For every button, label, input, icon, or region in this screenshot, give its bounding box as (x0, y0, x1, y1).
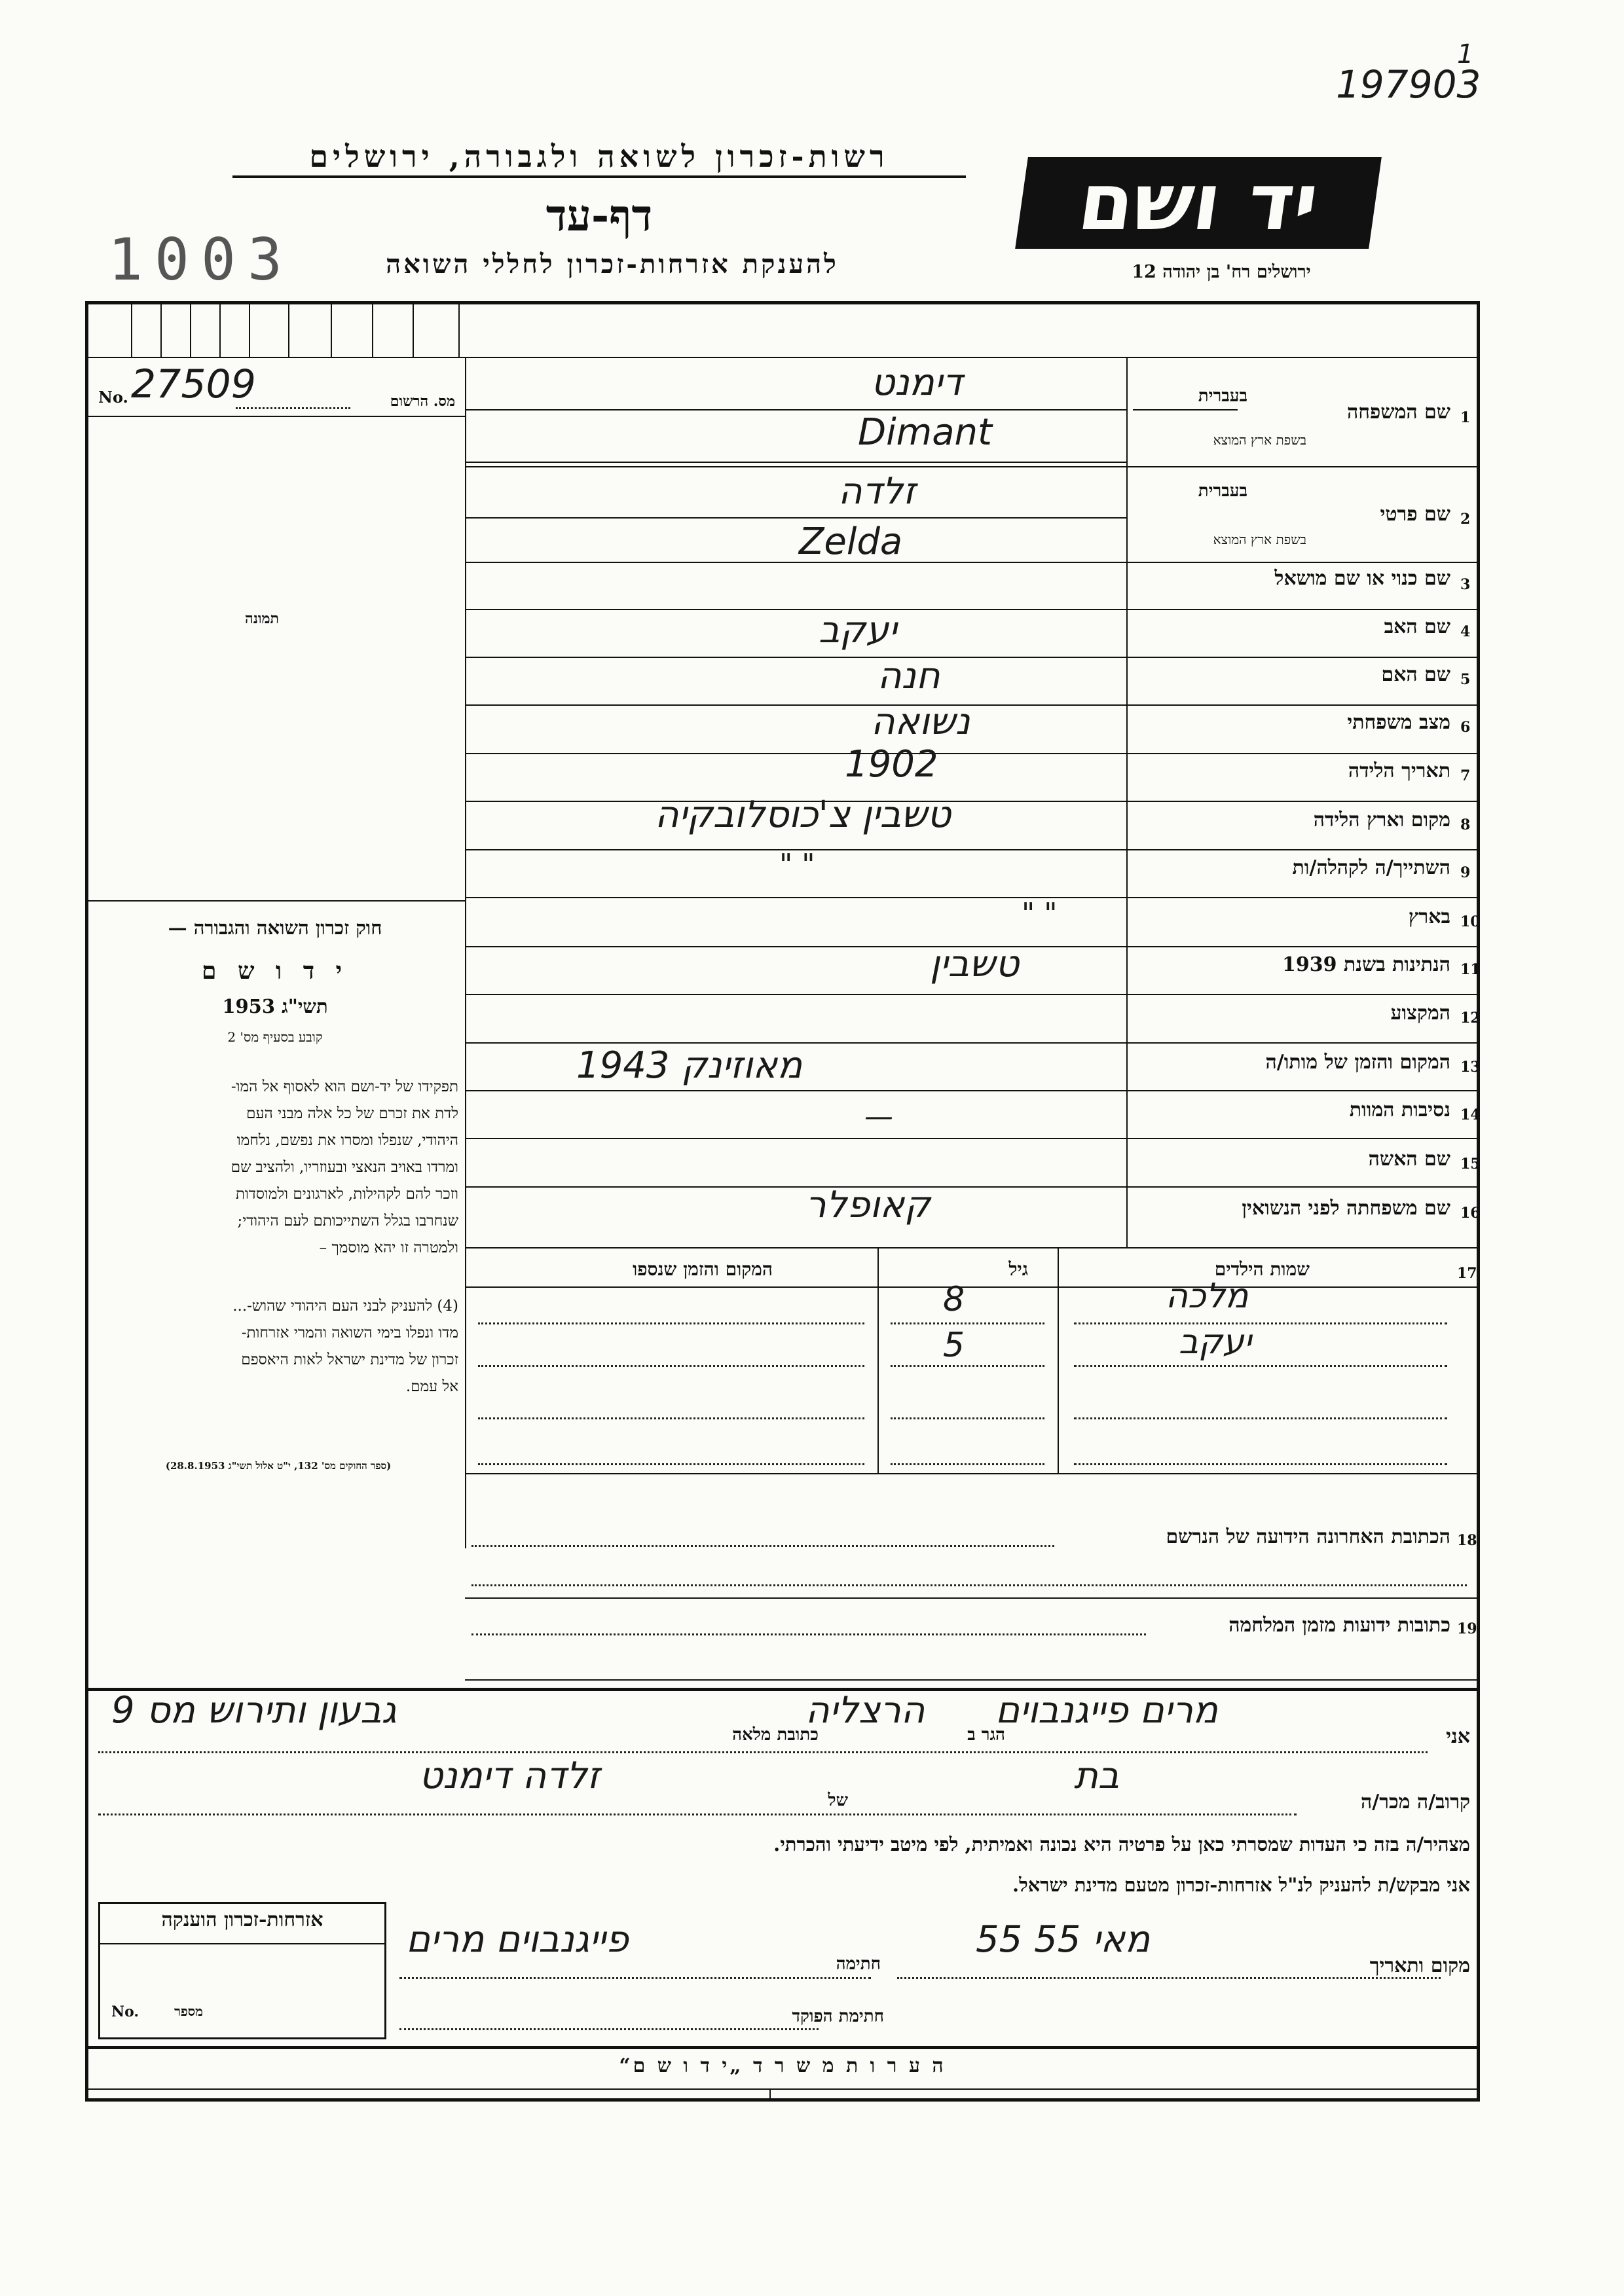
field-3-label: שם כנוי או שם מושאל (1274, 567, 1450, 590)
law-clause: קובע בסעיף מס' 2 (227, 1029, 323, 1045)
registration-number: 27509 (131, 361, 256, 407)
field-5-number: 5 (1460, 671, 1471, 688)
field-19-number: 19 (1457, 1620, 1477, 1637)
field-6-number: 6 (1460, 719, 1471, 736)
law-paragraph (98, 1074, 458, 1262)
yad-vashem-address: ירושלים רח' בן יהודה 12 (1132, 262, 1311, 282)
lives-in-value: הרצליה (805, 1689, 925, 1732)
lives-in-label: הגר ב (967, 1725, 1005, 1745)
field-19-label: כתובות ידועות מזמן המלחמה (1228, 1614, 1450, 1637)
law-line: זכרון של מדינת ישראל לאות היאספם (241, 1351, 458, 1368)
form-title: דף-עד (545, 190, 653, 241)
child-age: 5 (943, 1326, 965, 1365)
field-5-value: חנה (877, 655, 940, 697)
children-names-header: שמות הילדים (1214, 1258, 1310, 1280)
field-2-value: זלדה (838, 470, 916, 513)
relative-label: קרוב/ה מכר/ה (1361, 1791, 1470, 1813)
citizenship-number-label: מספר (174, 2003, 203, 2019)
law-line: ומרדו באויב הנאצי ובעוזריו, ולהציב שם (231, 1159, 458, 1176)
law-line: היהודי, שנפלו ומסרו את נפשם, נלחמו (236, 1132, 458, 1149)
field-9-value: " " (779, 848, 815, 881)
child-name: מלכה (1166, 1277, 1249, 1316)
field-15-number: 15 (1460, 1156, 1481, 1173)
children-age-header: גיל (1008, 1258, 1028, 1280)
place-date-label: מקום ותאריך (1369, 1954, 1470, 1977)
field-8-number: 8 (1460, 816, 1471, 833)
field-10-value: " " (1022, 897, 1058, 930)
relation-value: בת (1074, 1755, 1120, 1797)
declaration-request: אני מבקש/ת להעניק לנ"ל אזרחות-זכרון מטעם מדינת ישראל. (1012, 1874, 1470, 1896)
stamp-number: 1003 (108, 226, 294, 293)
field-14-value: — (864, 1100, 893, 1133)
declaration-statement: מצהיר/ה בזה כי העדות שמסרתי כאן על פרטיה היא נכונה ואמיתית, לפי מיטב ידיעתי והכרתי. (773, 1833, 1470, 1855)
field-13-number: 13 (1460, 1059, 1481, 1076)
field-11-number: 11 (1460, 961, 1481, 978)
office-notes-title: ה ע ר ו ת מ ש ר ד „י ד ו ש ם“ (619, 2054, 946, 2077)
officer-signature-label: חתימת הפוקד (792, 2007, 884, 2026)
law-line: תפקידו של יד-ושם הוא לאסוף אל המו- (231, 1078, 458, 1095)
child-age: 8 (943, 1280, 965, 1319)
law-line: שנחרבו בגלל השתייכותם לעם היהודי; (237, 1212, 458, 1230)
field-1-number: 1 (1460, 409, 1471, 426)
field-3-number: 3 (1460, 576, 1471, 593)
declaration-i-label: אני (1446, 1725, 1470, 1748)
field-1-sub-origin: בשפת ארץ המוצא (1213, 432, 1306, 448)
law-line: ולמטרה זו יהא מוסמך – (319, 1239, 458, 1256)
field-5-label: שם האם (1381, 663, 1450, 686)
field-4-label: שם האב (1384, 615, 1450, 638)
field-4-value: יעקב (819, 609, 897, 651)
signature-label: חתימה (836, 1954, 881, 1974)
field-10-number: 10 (1460, 913, 1481, 930)
archive-number: 197903 (1336, 62, 1481, 107)
field-1-value: דימנט (871, 361, 963, 404)
field-16-label: שם משפחתה לפני הנשואין (1242, 1197, 1450, 1220)
photo-label: תמונה (245, 610, 279, 627)
field-2-value-latin: Zelda (799, 520, 903, 563)
law-line: (4) להעניק לבני העם היהודי שהוש-... (232, 1298, 458, 1315)
field-1-value-latin: Dimant (858, 411, 992, 454)
full-address-label: כתובת מלאה (732, 1725, 819, 1745)
full-address-value: גבעון ותירוש מס 9 (111, 1689, 397, 1732)
field-7-number: 7 (1460, 767, 1471, 784)
signature-value: פייגנבוים מרים (406, 1918, 629, 1961)
law-line: אל עמם. (405, 1378, 458, 1395)
law-line: מדו ונפלו בימי השואה והמרי אזרחות- (241, 1324, 458, 1341)
law-paragraph-2 (98, 1293, 458, 1400)
field-4-number: 4 (1460, 623, 1471, 640)
field-15-label: שם האשה (1368, 1148, 1450, 1171)
law-line: לדת את זכרם של כל אלה מבני העם (246, 1105, 458, 1122)
field-8-value: טשבין צ'כוסלובקיה (655, 793, 951, 836)
field-16-number: 16 (1460, 1205, 1481, 1222)
field-11-value: טשבין (930, 943, 1020, 985)
archive-suffix: 1 (1457, 39, 1474, 69)
field-2-sub-hebrew: בעברית (1198, 481, 1247, 501)
field-2-label: שם פרטי (1380, 503, 1450, 526)
field-18-number: 18 (1457, 1532, 1477, 1549)
field-14-label: נסיבות המוות (1349, 1099, 1450, 1121)
field-18-label: הכתובת האחרונה הידועה של הנרשם (1166, 1525, 1450, 1548)
field-13-value: מאוזינק 1943 (576, 1044, 803, 1087)
law-title: חוק זכרון השואה והגבורה — (168, 917, 382, 939)
of-label: של (828, 1791, 848, 1810)
children-place-header: המקום והזמן שנספו (633, 1258, 773, 1280)
law-year: תשי"ג 1953 (222, 995, 328, 1017)
field-7-label: תאריך הלידה (1348, 759, 1450, 782)
field-13-label: המקום והזמן של מותו/ה (1265, 1051, 1450, 1074)
field-16-value: קאופלר (805, 1184, 931, 1226)
child-name: יעקב (1179, 1322, 1252, 1362)
field-11-label: הנתינות בשנת 1939 (1282, 953, 1450, 976)
law-line: וזכר להם לקהילות, לארגונים ולמוסדות (235, 1186, 458, 1203)
field-6-value: נשואה (871, 701, 970, 743)
field-7-value: 1902 (845, 743, 938, 786)
field-9-label: השתייך/ה לקהלה/ות (1292, 856, 1450, 879)
field-12-label: המקצוע (1390, 1002, 1450, 1025)
field-1-sub-hebrew: בעברית (1198, 386, 1247, 406)
declarant-name: מרים פייגנבוים (995, 1689, 1218, 1732)
citizenship-no-label: No. (111, 2003, 139, 2020)
law-reference: (ספר החוקים מס' 132, י"ט אלול תשי"ג 28.8.1953) (165, 1460, 392, 1472)
law-name: י ד ו ש ם (201, 957, 349, 985)
registration-label: מס. הרשום (390, 393, 455, 410)
place-date-value: 55 מאי 55 (976, 1918, 1151, 1961)
field-1-label: שם המשפחה (1346, 401, 1450, 424)
field-9-number: 9 (1460, 864, 1471, 881)
registration-no-label: No. (98, 388, 128, 407)
field-10-label: בארץ (1408, 905, 1450, 928)
field-12-number: 12 (1460, 1010, 1481, 1027)
yad-vashem-logo: יד ושם (1015, 157, 1382, 249)
form-subtitle: להענקת אזרחות-זכרון לחללי השואה (386, 249, 839, 280)
field-8-label: מקום וארץ הלידה (1313, 809, 1450, 831)
field-17-number: 17 (1457, 1265, 1477, 1282)
field-2-sub-origin: בשפת ארץ המוצא (1213, 532, 1306, 547)
field-2-number: 2 (1460, 511, 1471, 528)
of-value: זלדה דימנט (419, 1755, 600, 1797)
authority-title: רשות-זכרון לשואה ולגבורה, ירושלים (232, 139, 966, 178)
field-6-label: מצב משפחתי (1347, 711, 1450, 734)
field-14-number: 14 (1460, 1106, 1481, 1123)
citizenship-box-title: אזרחות-זכרון הוענקה (161, 1908, 323, 1931)
